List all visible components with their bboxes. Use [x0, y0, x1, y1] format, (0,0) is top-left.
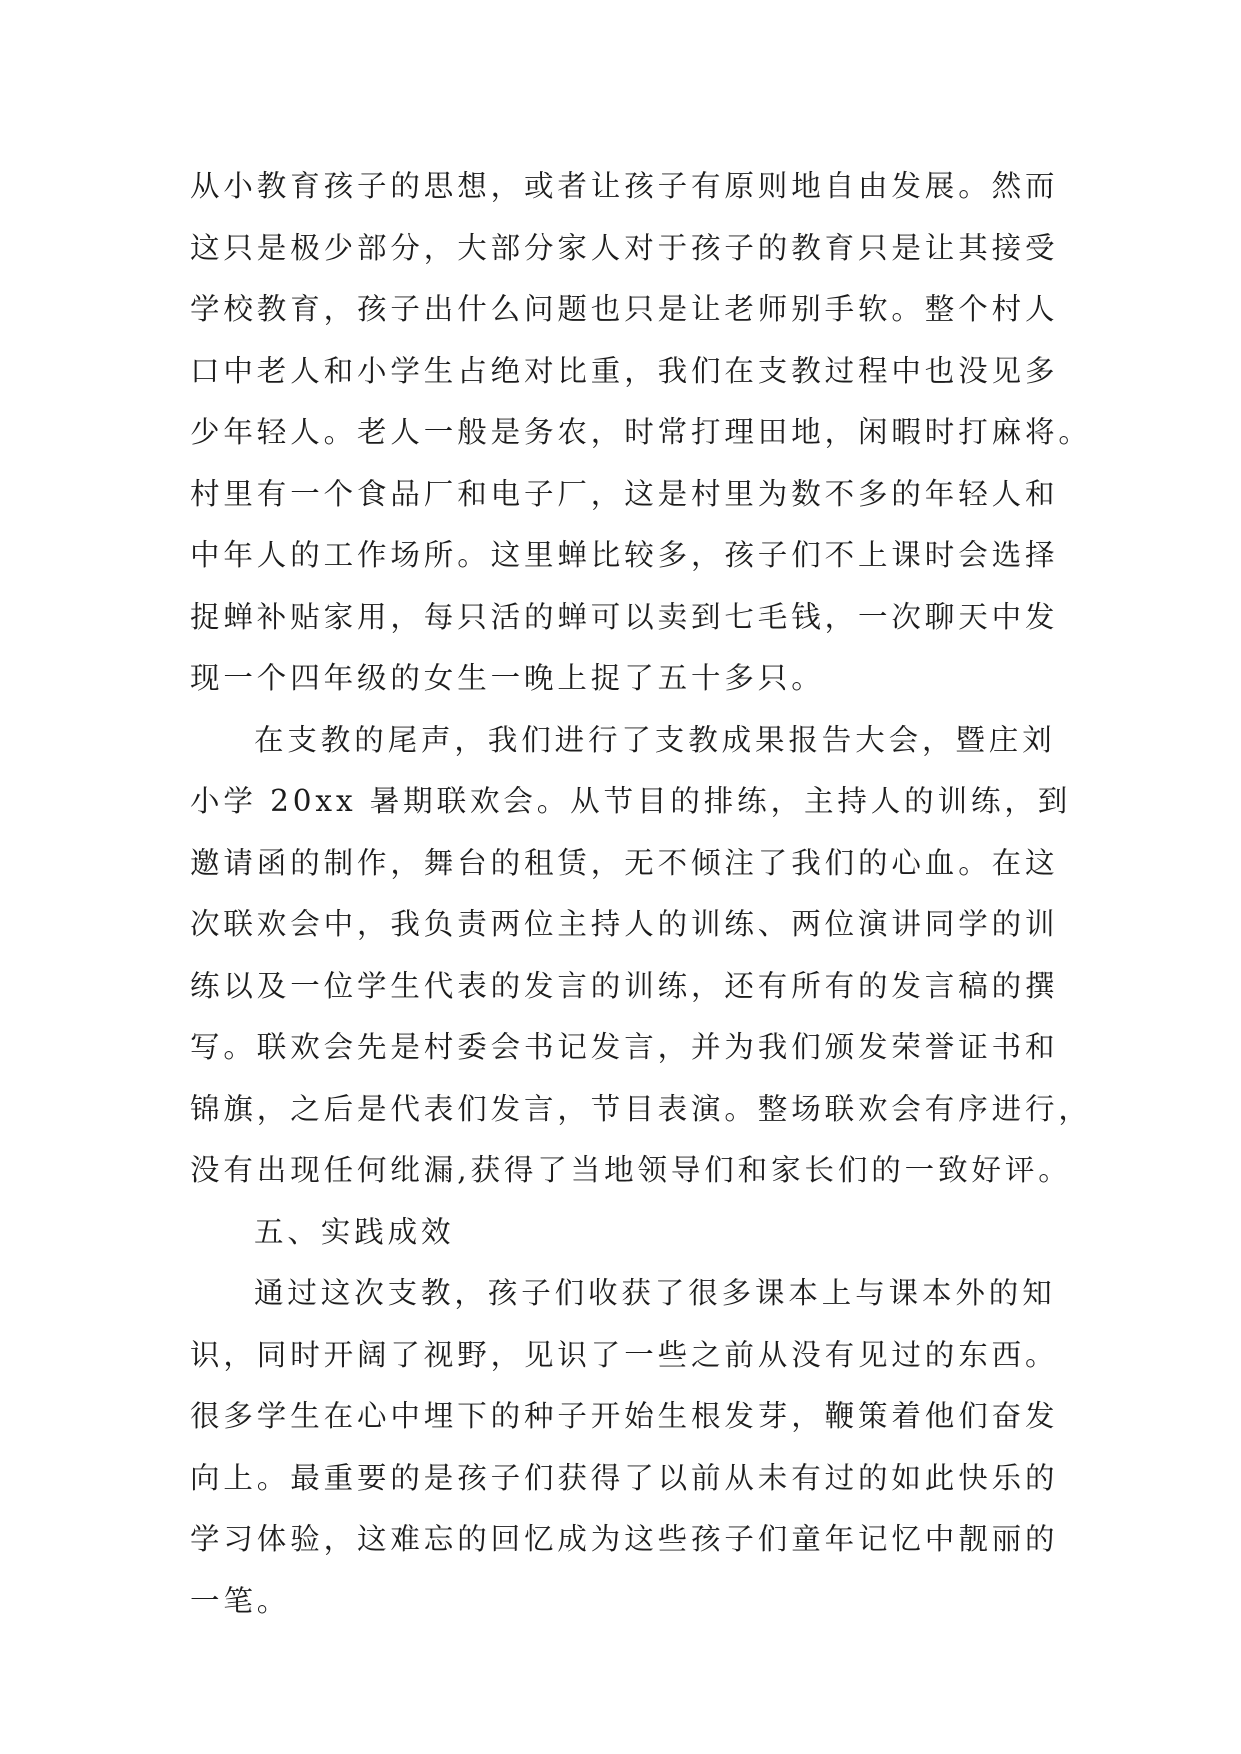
text-line: 识，同时开阔了视野，见识了一些之前从没有见过的东西。	[190, 1337, 1059, 1372]
body-text	[190, 156, 1092, 1632]
text-line: 锦旗，之后是代表们发言，节目表演。整场联欢会有序进行，	[190, 1091, 1092, 1126]
text-line: 捉蝉补贴家用，每只活的蝉可以卖到七毛钱，一次聊天中发	[190, 599, 1059, 634]
text-line: 次联欢会中，我负责两位主持人的训练、两位演讲同学的训	[190, 907, 1059, 941]
text-line: 练以及一位学生代表的发言的训练，还有所有的发言稿的撰	[190, 968, 1059, 1003]
text-line: 现一个四年级的女生一晚上捉了五十多只。	[190, 661, 825, 695]
text-line: 少年轻人。老人一般是务农，时常打理田地，闲暇时打麻将。	[190, 415, 1092, 449]
text-line: 向上。最重要的是孩子们获得了以前从未有过的如此快乐的	[190, 1460, 1059, 1495]
text-line: 很多学生在心中埋下的种子开始生根发芽，鞭策着他们奋发	[190, 1399, 1059, 1433]
text-line: 从小教育孩子的思想，或者让孩子有原则地自由发展。然而	[190, 169, 1059, 203]
text-line: 学校教育，孩子出什么问题也只是让老师别手软。整个村人	[190, 292, 1059, 326]
section-heading: 五、实践成效	[254, 1214, 455, 1249]
text-line: 学习体验，这难忘的回忆成为这些孩子们童年记忆中靓丽的	[190, 1522, 1059, 1556]
text-line: 一笔。	[190, 1583, 291, 1618]
text-line: 邀请函的制作，舞台的租赁，无不倾注了我们的心血。在这	[190, 845, 1059, 880]
text-line: 村里有一个食品厂和电子厂，这是村里为数不多的年轻人和	[190, 476, 1059, 511]
paragraph-start-line: 在支教的尾声，我们进行了支教成果报告大会，暨庄刘	[254, 722, 1056, 757]
text-line: 这只是极少部分，大部分家人对于孩子的教育只是让其接受	[190, 230, 1059, 265]
text-line: 口中老人和小学生占绝对比重，我们在支教过程中也没见多	[190, 353, 1059, 388]
text-line: 没有出现任何纰漏,获得了当地领导们和家长们的一致好评。	[190, 1153, 1072, 1187]
text-line: 小学 20xx 暑期联欢会。从节目的排练，主持人的训练，到	[190, 784, 1072, 818]
text-line: 中年人的工作场所。这里蝉比较多，孩子们不上课时会选择	[190, 538, 1059, 572]
text-line: 写。联欢会先是村委会书记发言，并为我们颁发荣誉证书和	[190, 1030, 1059, 1064]
paragraph-start-line: 通过这次支教，孩子们收获了很多课本上与课本外的知	[254, 1276, 1056, 1310]
